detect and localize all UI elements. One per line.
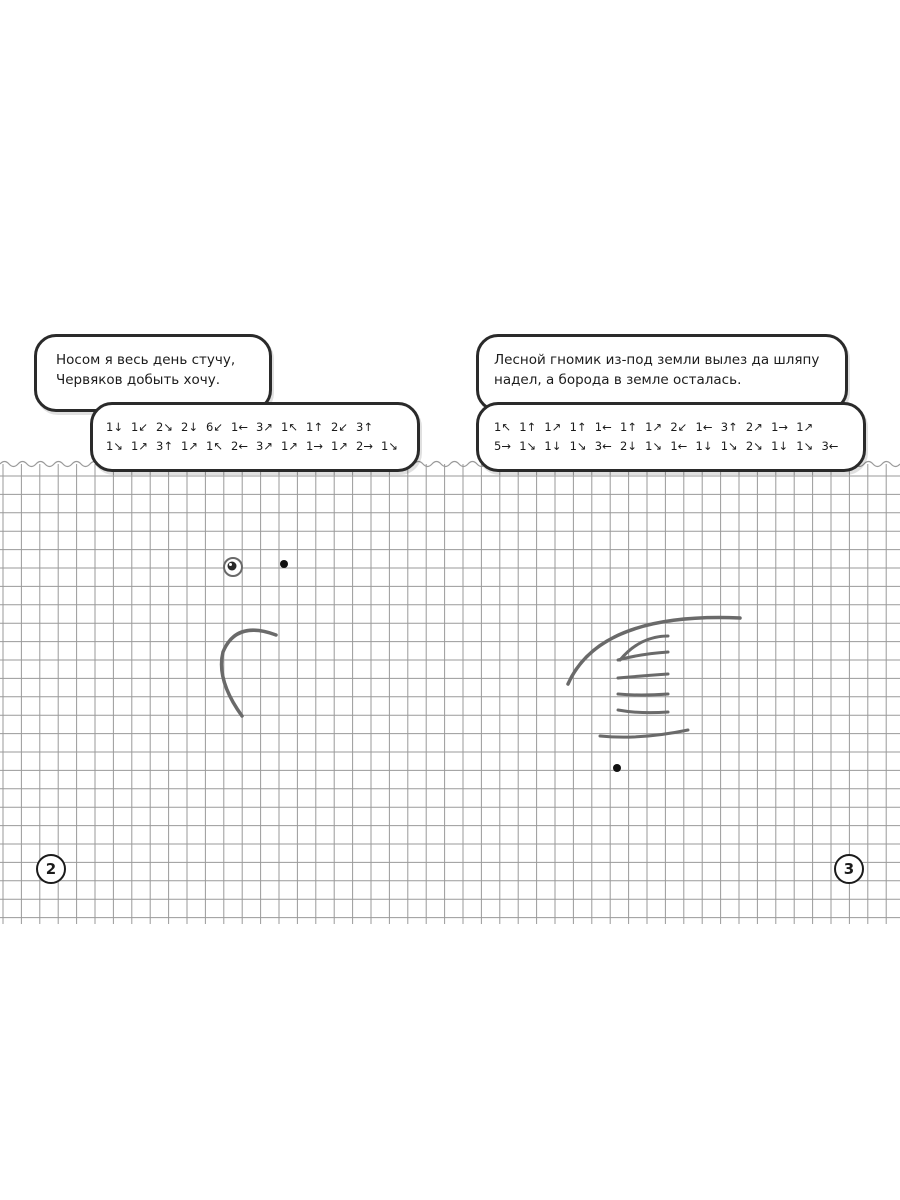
direction-code: 1↓	[771, 438, 789, 453]
direction-code: 2↙	[670, 419, 688, 434]
direction-code: 2←	[231, 438, 248, 453]
hint-drawings	[0, 330, 900, 926]
hint-curve-left	[222, 630, 276, 716]
start-dot-icon	[280, 560, 288, 568]
direction-code: 1↑	[519, 419, 537, 434]
direction-code: 1↘	[569, 438, 587, 453]
direction-code: 1↗	[796, 419, 814, 434]
direction-code: 2↘	[156, 419, 173, 434]
direction-code: 2↓	[619, 438, 637, 453]
direction-code: 1↗	[131, 438, 148, 453]
direction-code: 1↑	[306, 419, 323, 434]
direction-code: 1←	[695, 419, 713, 434]
direction-code: 1↗	[331, 438, 348, 453]
direction-code: 3↗	[256, 419, 273, 434]
direction-code: 1↗	[645, 419, 663, 434]
direction-code: 1↘	[645, 438, 663, 453]
direction-code: 1←	[231, 419, 248, 434]
hint-beard-line	[618, 674, 668, 678]
start-dot-icon	[613, 764, 621, 772]
direction-code: 1↘	[796, 438, 814, 453]
direction-code: 1↘	[381, 438, 398, 453]
direction-code: 6↙	[206, 419, 223, 434]
direction-code: 5→	[494, 438, 511, 453]
direction-code: 1←	[594, 419, 612, 434]
direction-code: 1↖	[494, 419, 511, 434]
page-number-right: 3	[834, 854, 864, 884]
direction-code: 3↗	[256, 438, 273, 453]
direction-code: 1↙	[131, 419, 148, 434]
direction-code: 1↑	[569, 419, 587, 434]
hint-beard-line	[618, 694, 668, 695]
right-riddle-text: Лесной гномик из-под земли вылез да шляпу надел, а борода в земле осталась.	[494, 352, 820, 388]
direction-code: 1↓	[544, 438, 562, 453]
direction-code: 2↙	[331, 419, 348, 434]
direction-code: 1↑	[619, 419, 637, 434]
direction-code: 3↑	[356, 419, 373, 434]
direction-code: 3↑	[720, 419, 738, 434]
bird-eye-icon	[224, 558, 242, 576]
direction-code: 2↓	[181, 419, 198, 434]
direction-code: 2↗	[745, 419, 763, 434]
direction-code: 2→	[356, 438, 373, 453]
left-riddle-text: Носом я весь день стучу, Червяков добыть хочу.	[56, 352, 236, 388]
direction-code: 1↗	[181, 438, 198, 453]
direction-code: 1↓	[695, 438, 713, 453]
direction-code: 1→	[771, 419, 789, 434]
hint-beard-line	[600, 730, 688, 737]
direction-code: 1↘	[519, 438, 537, 453]
workbook-spread	[0, 330, 900, 926]
direction-code: 1↗	[281, 438, 298, 453]
direction-code: 3↑	[156, 438, 173, 453]
page-number-left: 2	[36, 854, 66, 884]
direction-code: 1↘	[720, 438, 738, 453]
direction-code: 2↘	[745, 438, 763, 453]
direction-code: 1↘	[106, 438, 123, 453]
direction-code: 1↗	[544, 419, 562, 434]
direction-code: 1↖	[281, 419, 298, 434]
hint-beard-line	[618, 710, 668, 713]
direction-code: 1↖	[206, 438, 223, 453]
direction-code: 1→	[306, 438, 323, 453]
direction-code: 1↓	[106, 419, 123, 434]
direction-code: 1←	[670, 438, 688, 453]
direction-code: 3←	[594, 438, 612, 453]
direction-code: 3←	[821, 438, 839, 453]
